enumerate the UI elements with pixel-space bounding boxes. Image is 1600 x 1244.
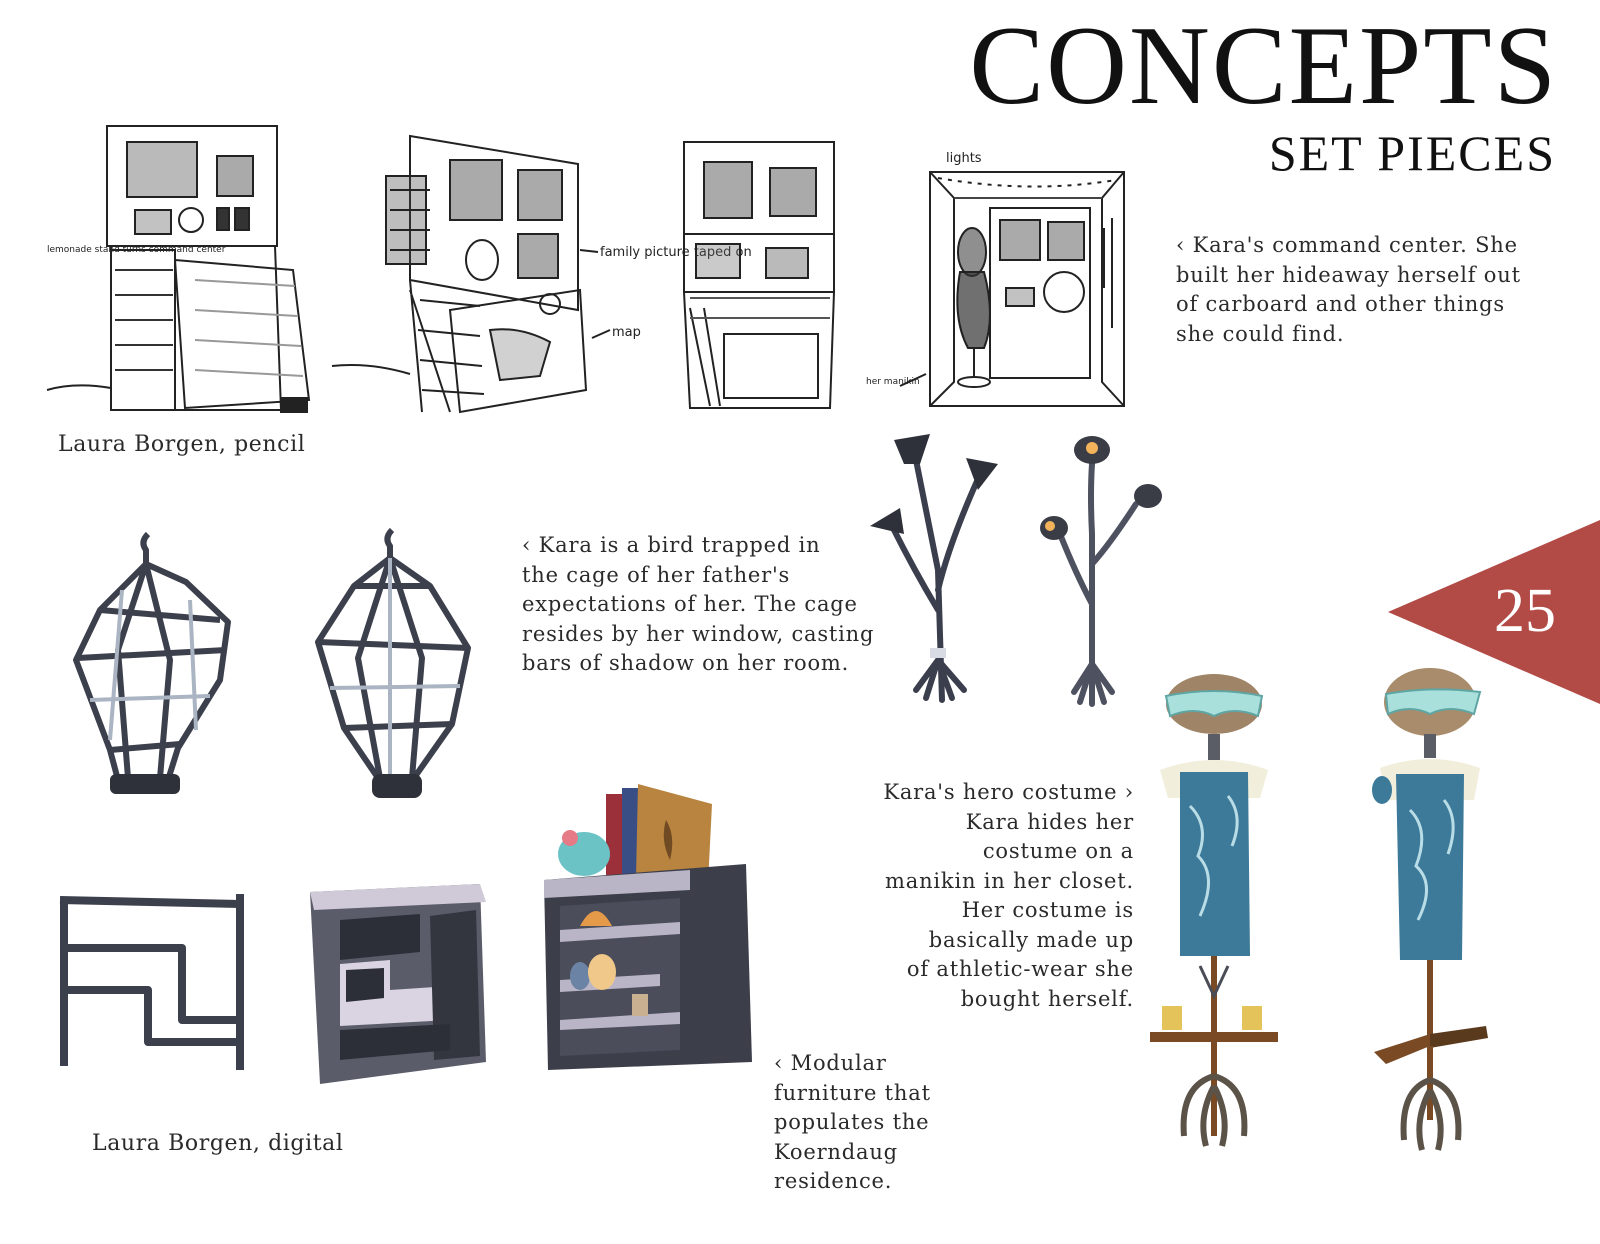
- sketch-annotation-lights: lights: [946, 151, 982, 166]
- page-subtitle: SET PIECES: [1268, 125, 1556, 181]
- shelf-with-toys: [540, 780, 760, 1080]
- caption-pencil: Laura Borgen, pencil: [58, 432, 306, 457]
- sketch-annotation-manikin: her manikin: [866, 377, 920, 387]
- note-costume: Kara's hero costume › Kara hides her costume on a manikin in her closet. Her costume is basically made up of athletic-wear she bought herself.: [883, 780, 1134, 1011]
- sketch-command-center-2: [330, 130, 752, 420]
- caption-digital: Laura Borgen, digital: [92, 1131, 344, 1156]
- note-command-center: ‹ Kara's command center. She built her hideaway herself out of carboard and other things she could find.: [1176, 233, 1521, 346]
- page-number: 25: [1494, 577, 1556, 645]
- sketch-command-center-4: [866, 148, 1160, 418]
- sketch-command-center-1: [45, 120, 325, 420]
- shelf-outline: [54, 890, 254, 1080]
- manikin-left: [1150, 676, 1280, 1176]
- birdcage-left: [70, 530, 240, 810]
- sketch-annotation-family: family picture taped on: [600, 245, 752, 260]
- shelf-shaded: [300, 880, 500, 1100]
- birdcage-right: [310, 528, 480, 818]
- note-cage: ‹ Kara is a bird trapped in the cage of her father's expectations of her. The cage resides by her window, casting bars of shadow on her room.: [522, 533, 875, 675]
- page-title: CONCEPTS: [969, 4, 1558, 128]
- manikin-right: [1370, 670, 1500, 1180]
- sketch-command-center-3: [680, 138, 840, 418]
- note-furniture: ‹ Modular furniture that populates the Koerndaug residence.: [774, 1051, 931, 1193]
- sketch-annotation-lemonade: lemonade stand turns command center: [47, 245, 226, 255]
- sketch-annotation-map: map: [612, 325, 641, 340]
- floor-lamp-left: [870, 430, 1020, 715]
